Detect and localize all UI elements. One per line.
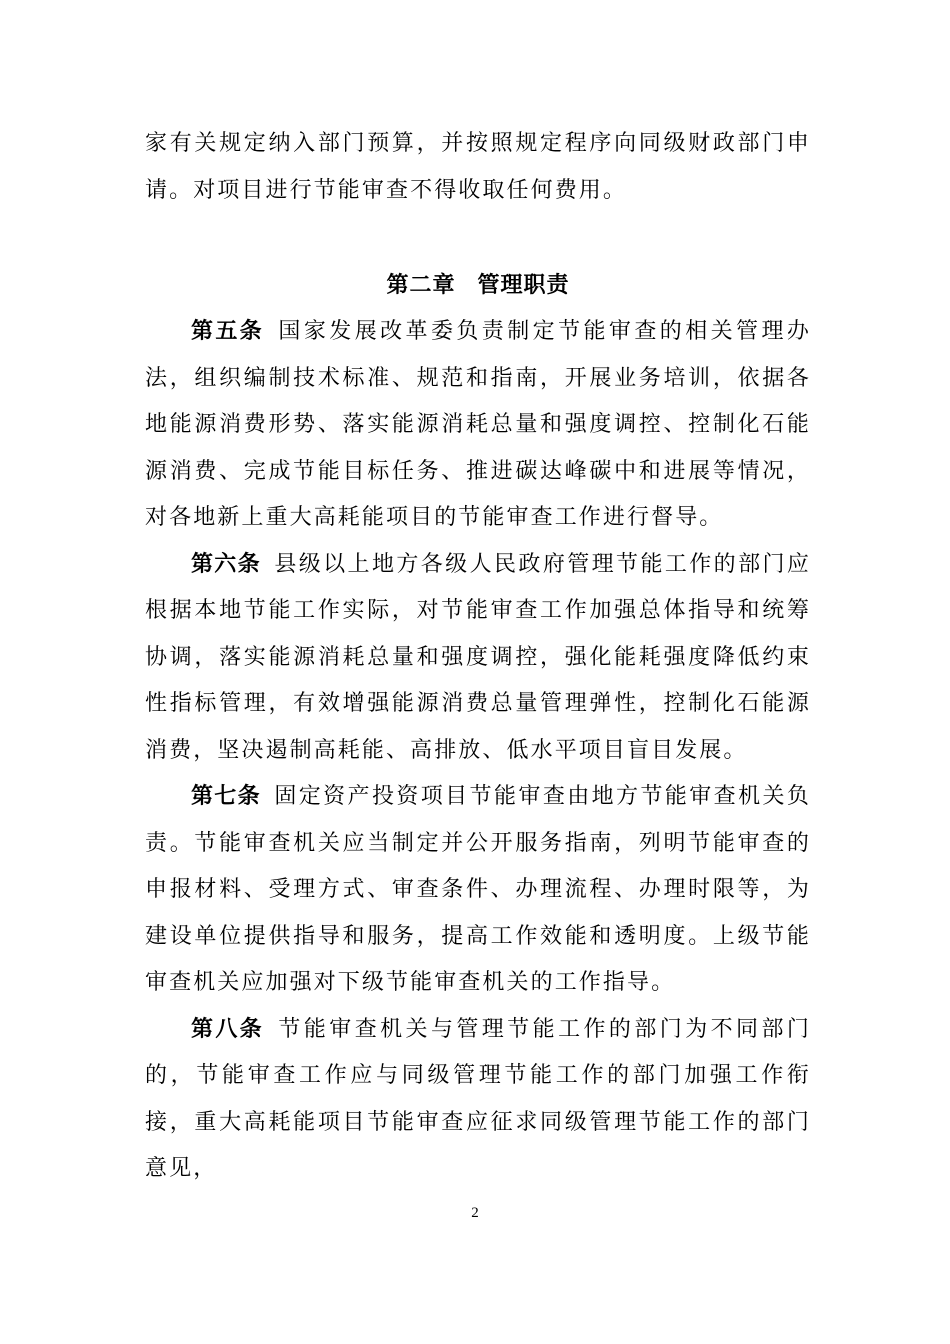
article-text: 县级以上地方各级人民政府管理节能工作的部门应根据本地节能工作实际，对节能审查工作加强总体指导和统筹协调，落实能源消耗总量和强度调控，强化能耗强度降低约束性指标管理，有效增强能源消费总量管理弹性，控制化石能源消费，坚决遏制高耗能、高排放、低水平项目盲目发展。	[145, 551, 811, 763]
article-label: 第五条	[191, 319, 264, 344]
article-paragraph	[145, 309, 811, 542]
article-text: 节能审查机关与管理节能工作的部门为不同部门的，节能审查工作应与同级管理节能工作的部门加强工作衔接，重大高耗能项目节能审查应征求同级管理节能工作的部门意见，	[145, 1016, 811, 1181]
articles-block	[145, 309, 811, 1193]
article-paragraph	[145, 1007, 811, 1193]
chapter-title: 管理职责	[477, 273, 570, 298]
article-label: 第八条	[191, 1016, 264, 1042]
article-paragraph	[145, 774, 811, 1007]
chapter-number: 第二章	[386, 273, 456, 298]
continuation-block	[145, 121, 811, 214]
continuation-paragraph: 家有关规定纳入部门预算，并按照规定程序向同级财政部门申请。对项目进行节能审查不得收取任何费用。	[145, 131, 811, 203]
page-number: 2	[471, 1205, 479, 1221]
article-text: 固定资产投资项目节能审查由地方节能审查机关负责。节能审查机关应当制定并公开服务指南，列明节能审查的申报材料、受理方式、审查条件、办理流程、办理时限等，为建设单位提供指导和服务，提高工作效能和透明度。上级节能审查机关应加强对下级节能审查机关的工作指导。	[145, 784, 811, 995]
article-label: 第六条	[191, 551, 261, 577]
chapter-heading	[145, 266, 811, 306]
article-label: 第七条	[191, 784, 261, 809]
article-paragraph	[145, 542, 811, 775]
article-text: 国家发展改革委负责制定节能审查的相关管理办法，组织编制技术标准、规范和指南，开展业务培训，依据各地能源消费形势、落实能源消耗总量和强度调控、控制化石能源消费、完成节能目标任务、推进碳达峰碳中和进展等情况，对各地新上重大高耗能项目的节能审查工作进行督导。	[145, 319, 811, 530]
